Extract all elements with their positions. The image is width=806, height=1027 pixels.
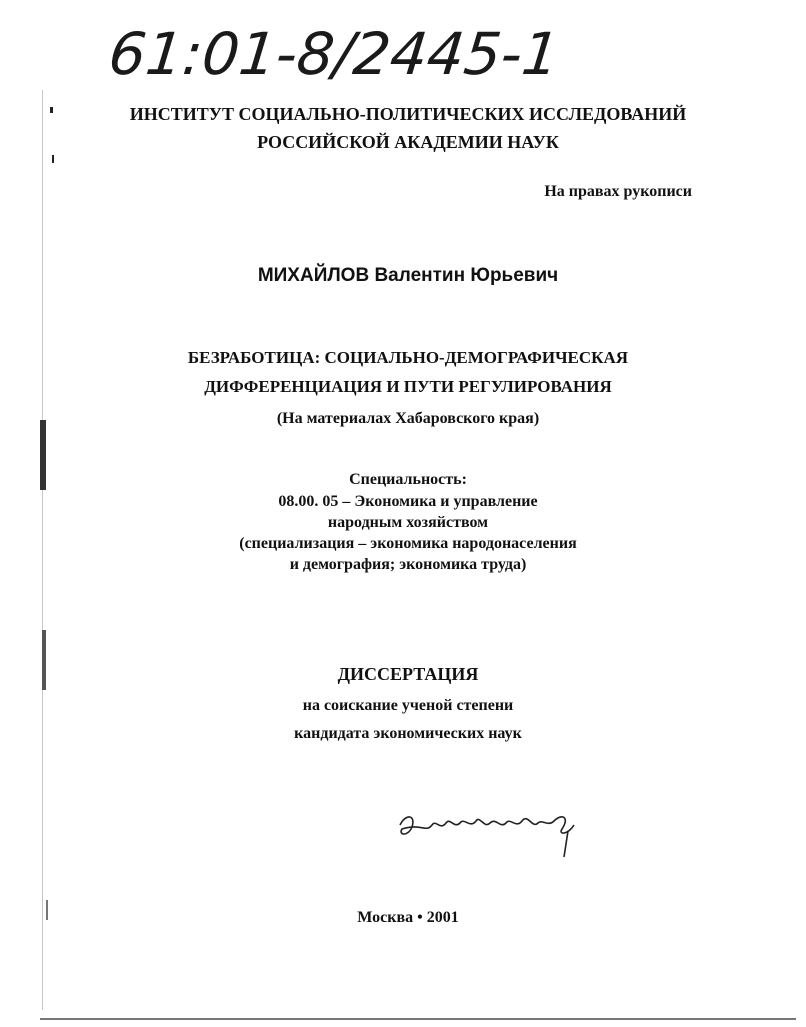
archive-number-drawing <box>105 8 563 88</box>
specialty-line-1: 08.00. 05 – Экономика и управление <box>278 493 538 510</box>
dissertation-heading: ДИССЕРТАЦИЯ <box>337 664 479 684</box>
specialty-line-2: народным хозяйством <box>327 514 489 531</box>
signature-stroke <box>400 817 574 834</box>
degree-line-2: кандидата экономических наук <box>294 725 522 742</box>
author-name: МИХАЙЛОВ Валентин Юрьевич <box>257 265 559 286</box>
degree-line-1: на соискание ученой степени <box>302 697 514 714</box>
handwritten-archive-number <box>105 8 563 88</box>
title-line-1: БЕЗРАБОТИЦА: СОЦИАЛЬНО-ДЕМОГРАФИЧЕСКАЯ <box>187 348 629 367</box>
title-subtitle: (На материалах Хабаровского края) <box>276 410 540 427</box>
handwritten-signature <box>392 795 592 865</box>
title-line-2: ДИФФЕРЕНЦИАЦИЯ И ПУТИ РЕГУЛИРОВАНИЯ <box>204 377 612 396</box>
institute-line-2: РОССИЙСКОЙ АКАДЕМИИ НАУК <box>257 132 559 152</box>
signature-drawing <box>392 795 592 865</box>
archive-number-text: 61:01-8/2445-1 <box>105 20 563 88</box>
signature-tail <box>564 831 568 857</box>
scan-bottom-edge <box>40 1018 796 1020</box>
specialty-label: Специальность: <box>349 471 467 488</box>
specialty-line-4: и демография; экономика труда) <box>289 556 527 573</box>
scan-speck <box>52 155 54 163</box>
institute-line-1: ИНСТИТУТ СОЦИАЛЬНО-ПОЛИТИЧЕСКИХ ИССЛЕДОВАНИЙ <box>129 104 687 124</box>
manuscript-note: На правах рукописи <box>544 183 692 200</box>
specialty-line-3: (специализация – экономика народонаселения <box>239 535 577 552</box>
city-year: Москва • 2001 <box>357 909 459 926</box>
